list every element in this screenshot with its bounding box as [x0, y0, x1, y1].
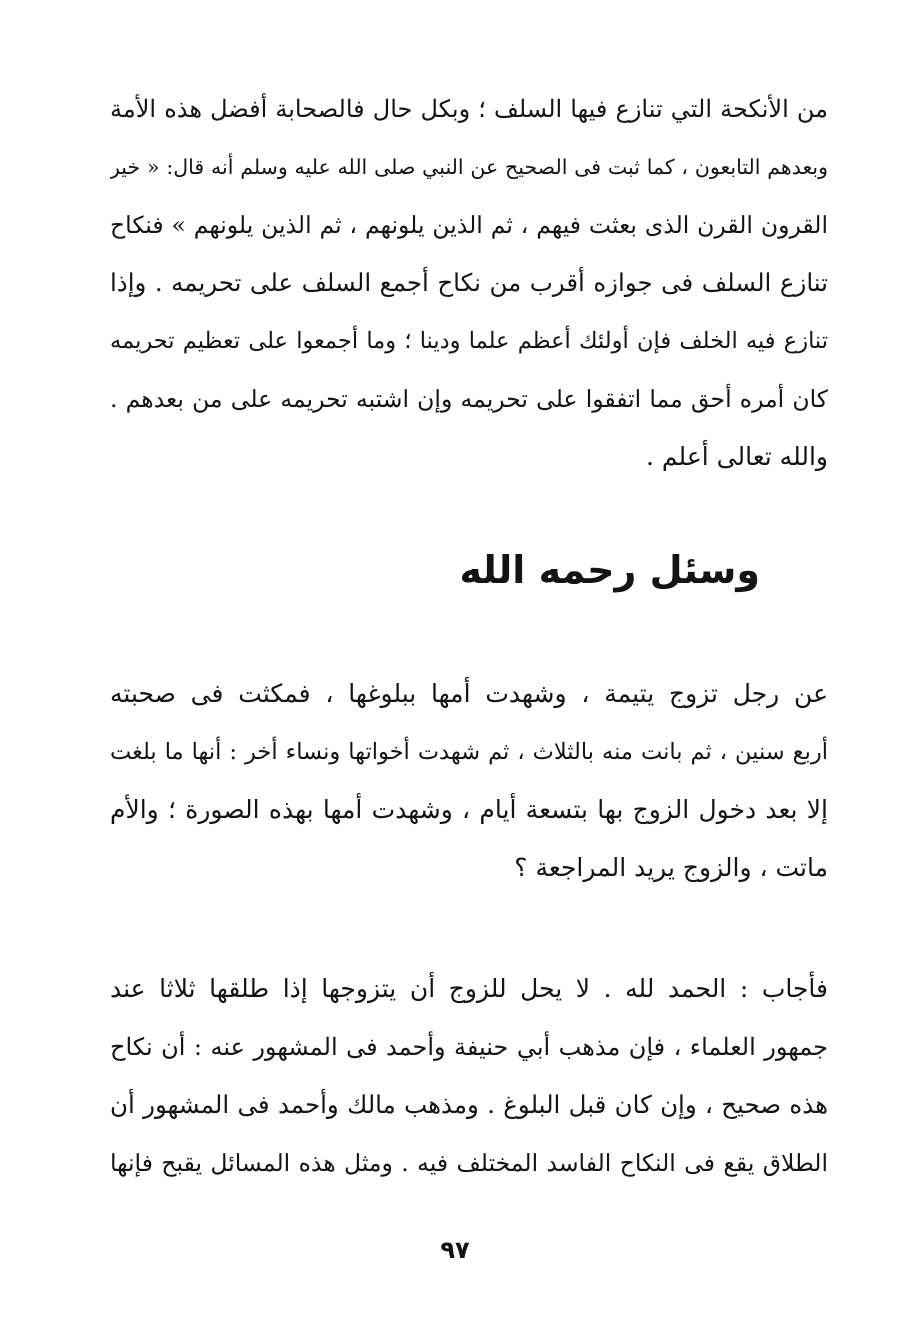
text-line: وبعدهم التابعون ، كما ثبت فى الصحيح عن النبي صلى الله عليه وسلم أنه قال: « خير — [110, 155, 828, 179]
text-line: فأجاب : الحمد لله . لا يحل للزوج أن يتزوجها إذا طلقها ثلاثا عند — [110, 974, 828, 1003]
text-line: أربع سنين ، ثم بانت منه بالثلاث ، ثم شهدت أخواتها ونساء أخر : أنها ما بلغت — [110, 739, 828, 765]
text-line: جمهور العلماء ، فإن مذهب أبي حنيفة وأحمد فى المشهور عنه : أن نكاح — [110, 1033, 828, 1061]
text-line: هذه صحيح ، وإن كان قبل البلوغ . ومذهب مالك وأحمد فى المشهور أن — [110, 1090, 828, 1119]
answer-paragraph — [110, 960, 828, 1192]
text-line: الطلاق يقع فى النكاح الفاسد المختلف فيه . ومثل هذه المسائل يقبح فإنها — [110, 1149, 828, 1177]
text-line: تنازع السلف فى جوازه أقرب من نكاح أجمع السلف على تحريمه . وإذا — [110, 268, 828, 297]
text-line: تنازع فيه الخلف فإن أولئك أعظم علما ودينا ؛ وما أجمعوا على تعظيم تحريمه — [110, 328, 828, 354]
text-line: من الأنكحة التي تنازع فيها السلف ؛ وبكل حال فالصحابة أفضل هذه الأمة — [110, 95, 828, 123]
text-line: إلا بعد دخول الزوج بها بتسعة أيام ، وشهدت أمها بهذه الصورة ؛ والأم — [110, 795, 828, 824]
section-heading: وسئل رحمه الله — [459, 548, 760, 592]
page-number: ٩٧ — [440, 1236, 470, 1264]
text-line: القرون القرن الذى بعثت فيهم ، ثم الذين يلونهم ، ثم الذين يلونهم » فنكاح — [110, 211, 828, 239]
text-line: عن رجل تزوج يتيمة ، وشهدت أمها ببلوغها ، فمكثت فى صحبته — [110, 679, 828, 708]
question-paragraph — [110, 665, 828, 897]
text-line: ماتت ، والزوج يريد المراجعة ؟ — [514, 853, 828, 882]
text-line: كان أمره أحق مما اتفقوا على تحريمه وإن اشتبه تحريمه على من بعدهم . — [110, 385, 828, 413]
paragraph-1 — [110, 80, 828, 486]
text-line: والله تعالى أعلم . — [646, 442, 828, 471]
